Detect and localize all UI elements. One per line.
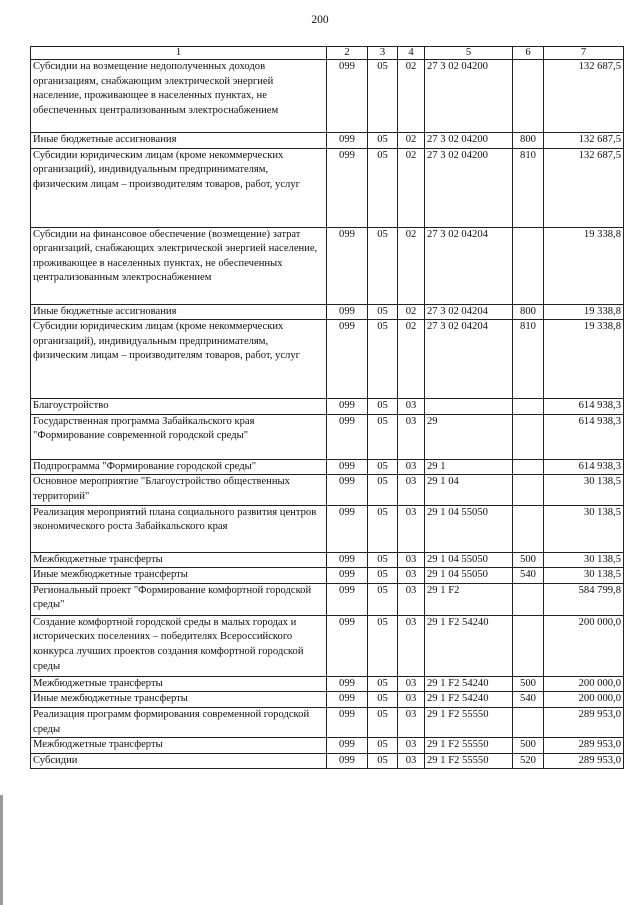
cell-code-6 — [513, 459, 544, 475]
cell-code-4: 03 — [398, 568, 425, 584]
row-name: Субсидии юридическим лицам (кроме некоммерческих организаций), индивидуальным предпринимателям, физическим лицам – производителям товаров, работ, услуг — [31, 320, 327, 399]
cell-code-5: 29 1 F2 55550 — [425, 753, 513, 769]
cell-code-3: 05 — [368, 753, 398, 769]
table-row — [31, 568, 624, 584]
cell-code-6 — [513, 60, 544, 133]
column-header: 5 — [425, 47, 513, 60]
cell-code-2: 099 — [327, 753, 368, 769]
cell-amount: 19 338,8 — [544, 320, 624, 399]
column-header: 2 — [327, 47, 368, 60]
cell-code-6 — [513, 414, 544, 459]
cell-code-2: 099 — [327, 60, 368, 133]
cell-code-6 — [513, 707, 544, 737]
cell-code-3: 05 — [368, 692, 398, 708]
cell-code-2: 099 — [327, 304, 368, 320]
cell-code-5: 29 1 — [425, 459, 513, 475]
row-name: Реализация мероприятий плана социального развития центров экономического роста Забайкальского края — [31, 505, 327, 552]
cell-code-5: 29 — [425, 414, 513, 459]
cell-amount: 30 138,5 — [544, 552, 624, 568]
row-name: Межбюджетные трансферты — [31, 676, 327, 692]
cell-code-6: 500 — [513, 676, 544, 692]
row-name: Межбюджетные трансферты — [31, 552, 327, 568]
cell-code-2: 099 — [327, 692, 368, 708]
cell-amount: 30 138,5 — [544, 475, 624, 505]
column-header: 3 — [368, 47, 398, 60]
table-row — [31, 60, 624, 133]
column-header: 1 — [31, 47, 327, 60]
row-name: Субсидии на финансовое обеспечение (возмещение) затрат организаций, снабжающих электрической энергией население, проживающее в населенных пунктах, не обеспеченных централизованным электроснабжением — [31, 227, 327, 304]
cell-code-5: 29 1 04 55050 — [425, 552, 513, 568]
cell-code-4: 03 — [398, 692, 425, 708]
table-row — [31, 320, 624, 399]
cell-code-3: 05 — [368, 60, 398, 133]
cell-code-2: 099 — [327, 676, 368, 692]
row-name: Иные бюджетные ассигнования — [31, 304, 327, 320]
cell-code-3: 05 — [368, 304, 398, 320]
cell-code-5 — [425, 399, 513, 415]
column-header: 7 — [544, 47, 624, 60]
header-row — [31, 47, 624, 60]
cell-code-2: 099 — [327, 505, 368, 552]
cell-amount: 19 338,8 — [544, 304, 624, 320]
table-row — [31, 707, 624, 737]
cell-code-5: 27 3 02 04204 — [425, 320, 513, 399]
table-row — [31, 676, 624, 692]
row-name: Основное мероприятие "Благоустройство общественных территорий" — [31, 475, 327, 505]
cell-code-3: 05 — [368, 615, 398, 676]
cell-code-2: 099 — [327, 615, 368, 676]
cell-code-3: 05 — [368, 552, 398, 568]
cell-code-3: 05 — [368, 320, 398, 399]
cell-amount: 132 687,5 — [544, 60, 624, 133]
cell-code-5: 29 1 04 55050 — [425, 568, 513, 584]
row-name: Подпрограмма "Формирование городской среды" — [31, 459, 327, 475]
cell-amount: 200 000,0 — [544, 615, 624, 676]
cell-code-4: 03 — [398, 459, 425, 475]
cell-amount: 200 000,0 — [544, 676, 624, 692]
cell-code-4: 02 — [398, 227, 425, 304]
budget-table — [30, 46, 624, 769]
cell-code-3: 05 — [368, 676, 398, 692]
table-row — [31, 133, 624, 149]
cell-code-6: 540 — [513, 568, 544, 584]
row-name: Субсидии на возмещение недополученных доходов организациям, снабжающим электрической энергией население, проживающее в населенных пунктах, не обеспеченных централизованным электроснабжением — [31, 60, 327, 133]
cell-amount: 200 000,0 — [544, 692, 624, 708]
cell-code-5: 29 1 F2 54240 — [425, 615, 513, 676]
cell-code-3: 05 — [368, 414, 398, 459]
cell-code-6 — [513, 615, 544, 676]
row-name: Создание комфортной городской среды в малых городах и исторических поселениях – победителях Всероссийского конкурса лучших проектов создания комфортной городской среды — [31, 615, 327, 676]
cell-amount: 132 687,5 — [544, 133, 624, 149]
cell-code-3: 05 — [368, 227, 398, 304]
row-name: Иные бюджетные ассигнования — [31, 133, 327, 149]
cell-code-3: 05 — [368, 148, 398, 227]
cell-amount: 30 138,5 — [544, 505, 624, 552]
cell-code-5: 27 3 02 04200 — [425, 148, 513, 227]
cell-code-4: 03 — [398, 552, 425, 568]
cell-code-4: 03 — [398, 475, 425, 505]
cell-code-3: 05 — [368, 399, 398, 415]
cell-amount: 614 938,3 — [544, 459, 624, 475]
cell-code-2: 099 — [327, 568, 368, 584]
cell-code-2: 099 — [327, 148, 368, 227]
cell-code-6: 810 — [513, 148, 544, 227]
cell-code-4: 03 — [398, 414, 425, 459]
cell-code-2: 099 — [327, 133, 368, 149]
column-header: 6 — [513, 47, 544, 60]
table-row — [31, 459, 624, 475]
cell-code-3: 05 — [368, 505, 398, 552]
cell-code-5: 27 3 02 04200 — [425, 60, 513, 133]
row-name: Благоустройство — [31, 399, 327, 415]
cell-amount: 19 338,8 — [544, 227, 624, 304]
table-row — [31, 475, 624, 505]
table-row — [31, 753, 624, 769]
row-name: Реализация программ формирования современной городской среды — [31, 707, 327, 737]
table-row — [31, 615, 624, 676]
cell-code-6: 800 — [513, 133, 544, 149]
cell-code-5: 27 3 02 04200 — [425, 133, 513, 149]
cell-code-3: 05 — [368, 583, 398, 615]
cell-code-3: 05 — [368, 459, 398, 475]
cell-code-4: 03 — [398, 676, 425, 692]
cell-code-2: 099 — [327, 459, 368, 475]
cell-code-5: 29 1 04 — [425, 475, 513, 505]
cell-code-4: 02 — [398, 304, 425, 320]
cell-amount: 289 953,0 — [544, 738, 624, 754]
cell-amount: 614 938,3 — [544, 399, 624, 415]
cell-code-5: 29 1 F2 55550 — [425, 738, 513, 754]
cell-code-2: 099 — [327, 552, 368, 568]
table-row — [31, 399, 624, 415]
cell-code-6: 810 — [513, 320, 544, 399]
table-row — [31, 304, 624, 320]
page-number: 200 — [311, 14, 329, 26]
cell-code-4: 03 — [398, 738, 425, 754]
scan-edge-line — [0, 795, 3, 905]
cell-code-5: 29 1 F2 55550 — [425, 707, 513, 737]
cell-code-6 — [513, 475, 544, 505]
cell-code-2: 099 — [327, 399, 368, 415]
cell-amount: 614 938,3 — [544, 414, 624, 459]
table-row — [31, 552, 624, 568]
row-name: Иные межбюджетные трансферты — [31, 568, 327, 584]
table-row — [31, 227, 624, 304]
row-name: Государственная программа Забайкальского края "Формирование современной городской среды" — [31, 414, 327, 459]
cell-code-3: 05 — [368, 707, 398, 737]
cell-code-6: 500 — [513, 738, 544, 754]
cell-code-2: 099 — [327, 414, 368, 459]
table-row — [31, 583, 624, 615]
row-name: Межбюджетные трансферты — [31, 738, 327, 754]
cell-code-4: 03 — [398, 615, 425, 676]
cell-code-6 — [513, 227, 544, 304]
cell-code-2: 099 — [327, 738, 368, 754]
cell-code-5: 27 3 02 04204 — [425, 227, 513, 304]
cell-code-4: 02 — [398, 148, 425, 227]
table-row — [31, 692, 624, 708]
cell-code-6 — [513, 399, 544, 415]
cell-amount: 584 799,8 — [544, 583, 624, 615]
cell-code-3: 05 — [368, 738, 398, 754]
cell-code-2: 099 — [327, 707, 368, 737]
cell-code-5: 29 1 F2 — [425, 583, 513, 615]
row-name: Региональный проект "Формирование комфортной городской среды" — [31, 583, 327, 615]
cell-code-3: 05 — [368, 475, 398, 505]
cell-code-2: 099 — [327, 227, 368, 304]
cell-code-2: 099 — [327, 475, 368, 505]
table-row — [31, 148, 624, 227]
cell-code-3: 05 — [368, 568, 398, 584]
cell-code-3: 05 — [368, 133, 398, 149]
cell-amount: 30 138,5 — [544, 568, 624, 584]
cell-code-6: 520 — [513, 753, 544, 769]
row-name: Субсидии — [31, 753, 327, 769]
cell-code-4: 03 — [398, 505, 425, 552]
cell-code-6 — [513, 583, 544, 615]
table-row — [31, 414, 624, 459]
cell-amount: 289 953,0 — [544, 753, 624, 769]
table-row — [31, 505, 624, 552]
cell-code-4: 03 — [398, 753, 425, 769]
cell-code-5: 27 3 02 04204 — [425, 304, 513, 320]
row-name: Субсидии юридическим лицам (кроме некоммерческих организаций), индивидуальным предпринимателям, физическим лицам – производителям товаров, работ, услуг — [31, 148, 327, 227]
cell-amount: 132 687,5 — [544, 148, 624, 227]
cell-code-5: 29 1 04 55050 — [425, 505, 513, 552]
cell-code-5: 29 1 F2 54240 — [425, 676, 513, 692]
cell-code-2: 099 — [327, 320, 368, 399]
table-row — [31, 738, 624, 754]
cell-code-4: 03 — [398, 707, 425, 737]
column-header: 4 — [398, 47, 425, 60]
cell-code-4: 03 — [398, 583, 425, 615]
cell-code-6: 800 — [513, 304, 544, 320]
cell-code-4: 02 — [398, 60, 425, 133]
cell-amount: 289 953,0 — [544, 707, 624, 737]
cell-code-2: 099 — [327, 583, 368, 615]
cell-code-6 — [513, 505, 544, 552]
cell-code-4: 02 — [398, 320, 425, 399]
cell-code-6: 500 — [513, 552, 544, 568]
cell-code-4: 03 — [398, 399, 425, 415]
cell-code-4: 02 — [398, 133, 425, 149]
cell-code-6: 540 — [513, 692, 544, 708]
row-name: Иные межбюджетные трансферты — [31, 692, 327, 708]
cell-code-5: 29 1 F2 54240 — [425, 692, 513, 708]
